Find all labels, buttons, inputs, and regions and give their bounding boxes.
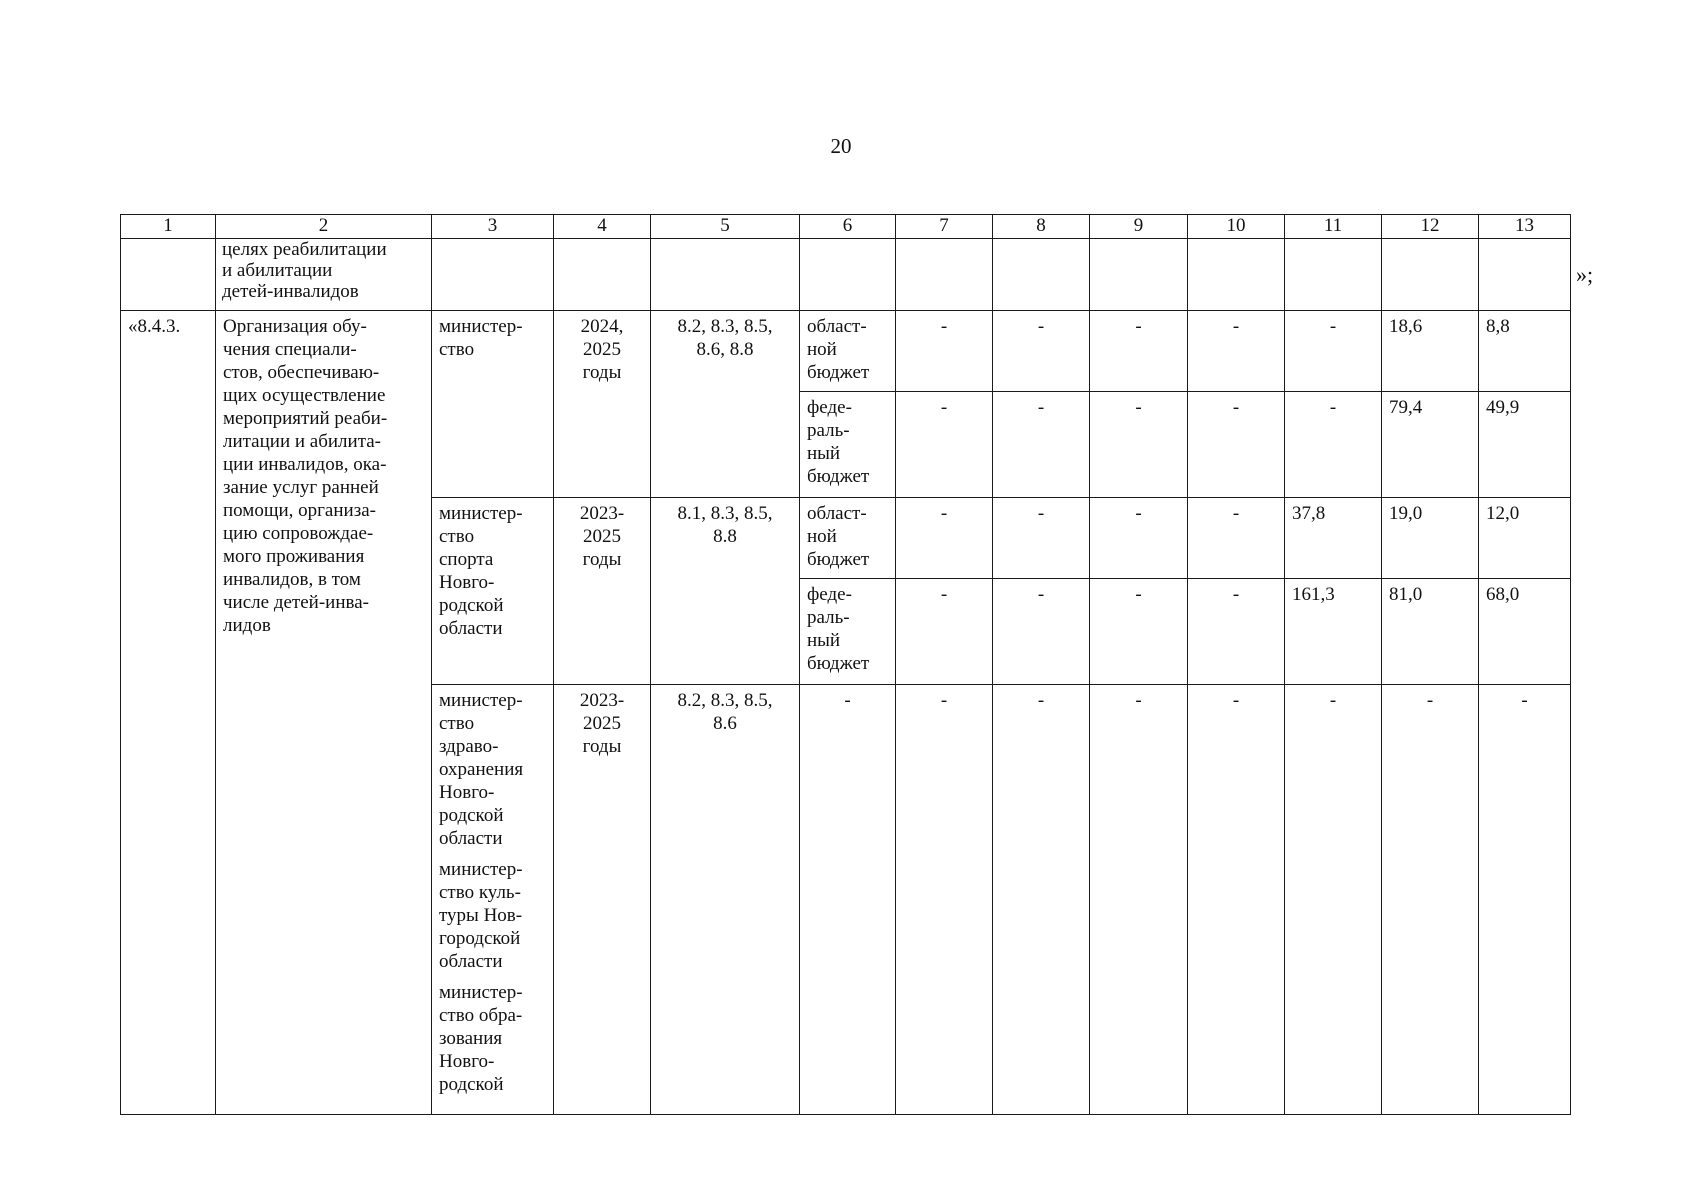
column-header: 7 (896, 215, 993, 239)
value-cell: - (1479, 685, 1571, 1115)
column-header: 9 (1090, 215, 1188, 239)
continuation-row (121, 239, 1571, 311)
value-cell: - (1188, 392, 1285, 498)
value-cell: - (1188, 498, 1285, 579)
column-number-header-row (121, 215, 1571, 239)
executor-list (432, 685, 554, 1115)
value-cell: 18,6 (1382, 311, 1479, 392)
program-table (120, 214, 1571, 1115)
period: 2023- 2025 годы (554, 685, 651, 1115)
executor: министер- ство куль- туры Нов- городской области (439, 859, 523, 972)
table-row (121, 311, 1571, 392)
value-cell: - (1188, 579, 1285, 685)
period: 2024, 2025 годы (554, 311, 651, 498)
value-cell: - (896, 392, 993, 498)
column-header: 2 (216, 215, 432, 239)
page-number: 20 (830, 134, 852, 158)
value-cell: - (1285, 392, 1382, 498)
value-cell: 12,0 (1479, 498, 1571, 579)
value-cell: - (1382, 685, 1479, 1115)
value-cell: 161,3 (1285, 579, 1382, 685)
value-cell: 68,0 (1479, 579, 1571, 685)
executor: министер- ство спорта Новго- родской области (432, 498, 554, 685)
item-description: Организация обу- чения специали- стов, обеспечиваю- щих осуществление мероприятий реаби- литации и абилита- ции инвалидов, ока- зание услуг ранней помощи, организа- цию сопровождае- мого проживания инвалидов, в том числе детей-инва- лидов (216, 311, 432, 1115)
value-cell: - (1285, 311, 1382, 392)
column-header: 5 (651, 215, 800, 239)
value-cell: - (993, 311, 1090, 392)
value-cell: - (1090, 311, 1188, 392)
column-header: 4 (554, 215, 651, 239)
value-cell: - (896, 498, 993, 579)
value-cell: - (1285, 685, 1382, 1115)
value-cell: - (1090, 498, 1188, 579)
value-cell: - (993, 498, 1090, 579)
continuation-description: целях реабилитации и абилитации детей-инвалидов (216, 239, 432, 311)
value-cell: - (1090, 685, 1188, 1115)
value-cell: - (1090, 392, 1188, 498)
value-cell: - (1090, 579, 1188, 685)
indicators: 8.2, 8.3, 8.5, 8.6, 8.8 (651, 311, 800, 498)
column-header: 11 (1285, 215, 1382, 239)
value-cell: 19,0 (1382, 498, 1479, 579)
value-cell: - (993, 579, 1090, 685)
column-header: 13 (1479, 215, 1571, 239)
column-header: 10 (1188, 215, 1285, 239)
executor: министер- ство обра- зования Новго- родской (439, 982, 523, 1095)
value-cell: - (993, 685, 1090, 1115)
value-cell: - (993, 392, 1090, 498)
indicators: 8.2, 8.3, 8.5, 8.6 (651, 685, 800, 1115)
executor: министер- ство (432, 311, 554, 498)
executor: министер- ство здраво- охранения Новго- родской области (439, 690, 524, 849)
value-cell: 49,9 (1479, 392, 1571, 498)
indicators: 8.1, 8.3, 8.5, 8.8 (651, 498, 800, 685)
value-cell: 8,8 (1479, 311, 1571, 392)
funding-source: феде- раль- ный бюджет (800, 579, 896, 685)
closing-quote: »; (1576, 262, 1594, 287)
value-cell: - (1188, 311, 1285, 392)
value-cell: 79,4 (1382, 392, 1479, 498)
funding-source: феде- раль- ный бюджет (800, 392, 896, 498)
funding-source: - (800, 685, 896, 1115)
funding-source: област- ной бюджет (800, 311, 896, 392)
value-cell: 81,0 (1382, 579, 1479, 685)
funding-source: област- ной бюджет (800, 498, 896, 579)
item-number: «8.4.3. (121, 311, 216, 1115)
column-header: 12 (1382, 215, 1479, 239)
value-cell: - (896, 311, 993, 392)
value-cell: - (896, 685, 993, 1115)
value-cell: - (1188, 685, 1285, 1115)
value-cell: 37,8 (1285, 498, 1382, 579)
column-header: 6 (800, 215, 896, 239)
column-header: 8 (993, 215, 1090, 239)
value-cell: - (896, 579, 993, 685)
column-header: 3 (432, 215, 554, 239)
column-header: 1 (121, 215, 216, 239)
period: 2023- 2025 годы (554, 498, 651, 685)
